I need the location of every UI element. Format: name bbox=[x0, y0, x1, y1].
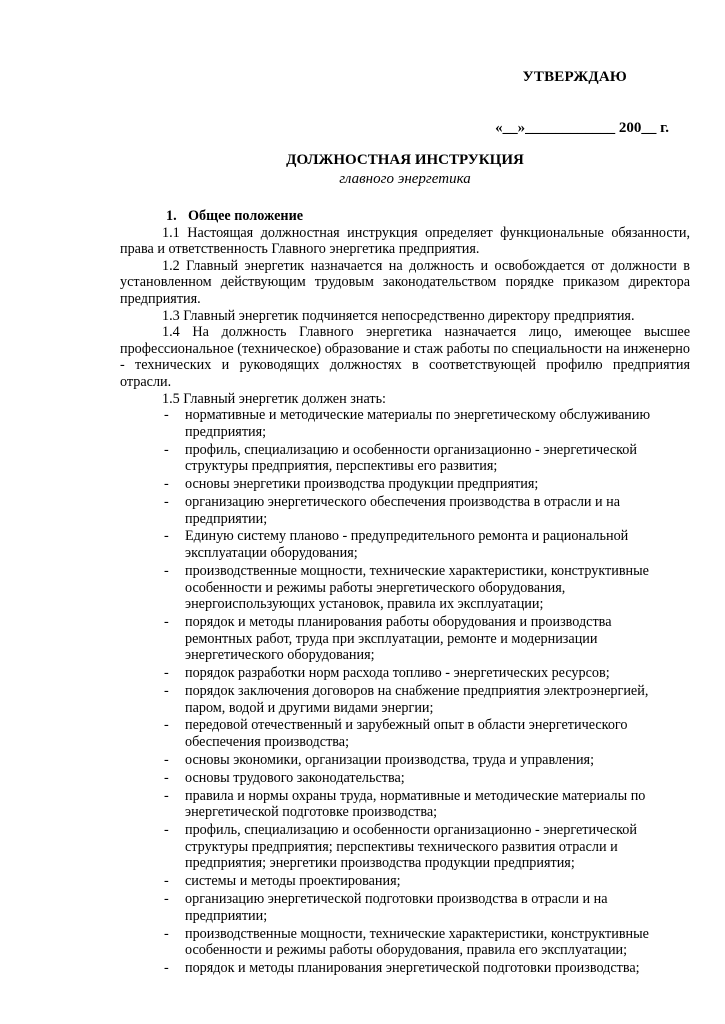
list-dash: - bbox=[164, 925, 169, 942]
list-dash: - bbox=[164, 683, 169, 699]
list-item bbox=[120, 407, 690, 440]
document-subtitle: главного энергетика bbox=[339, 171, 471, 187]
list-item bbox=[120, 891, 690, 924]
list-item-text: основы трудового законодательства; bbox=[185, 769, 405, 786]
knowledge-list bbox=[120, 407, 690, 977]
list-dash: - bbox=[164, 891, 169, 908]
paragraph-1-5: 1.5 Главный энергетик должен знать: bbox=[162, 390, 386, 407]
list-dash: - bbox=[164, 493, 169, 510]
list-item-text: передовой отечественный и зарубежный опыт в области энергетического обеспечения производства; bbox=[185, 717, 628, 751]
list-item bbox=[120, 476, 690, 493]
list-item-text: порядок заключения договоров на снабжение предприятия электроэнергией, паром, водой и другими видами энергии; bbox=[185, 683, 649, 716]
list-dash: - bbox=[164, 751, 169, 768]
list-item bbox=[120, 873, 690, 890]
list-dash: - bbox=[164, 562, 169, 579]
list-dash: - bbox=[164, 407, 169, 424]
list-item bbox=[120, 752, 690, 769]
list-item bbox=[120, 442, 690, 475]
list-item bbox=[120, 614, 690, 664]
list-item-text: организацию энергетической подготовки производства в отрасли и на предприятии; bbox=[185, 891, 608, 924]
document-title: ДОЛЖНОСТНАЯ ИНСТРУКЦИЯ bbox=[286, 152, 524, 168]
list-dash: - bbox=[164, 769, 169, 786]
list-item-text: профиль, специализацию и особенности организационно - энергетической структуры предприятия, перспективы его развития; bbox=[185, 441, 637, 475]
list-item bbox=[120, 717, 690, 750]
paragraph-1-3: 1.3 Главный энергетик подчиняется непосредственно директору предприятия. bbox=[162, 307, 635, 324]
list-item bbox=[120, 960, 690, 977]
list-dash: - bbox=[164, 614, 169, 631]
list-item-text: порядок и методы планирования энергетической подготовки производства; bbox=[185, 960, 640, 977]
list-item-text: правила и нормы охраны труда, нормативные и методические материалы по энергетической подготовке производства; bbox=[185, 787, 646, 821]
document-body bbox=[120, 208, 690, 978]
paragraph-1-4: 1.4 На должность Главного энергетика назначается лицо, имеющее высшее профессиональное (техническое) образование и стаж работы по специальности на инженерно - технических и руководящих должностях в соответствующей профилю предприятия отрасли. bbox=[120, 324, 690, 390]
list-item bbox=[120, 665, 690, 682]
list-dash: - bbox=[164, 873, 169, 890]
section-heading-text: Общее положение bbox=[188, 208, 304, 224]
list-item-text: порядок разработки норм расхода топливо - энергетических ресурсов; bbox=[185, 665, 610, 682]
list-item-text: порядок и методы планирования работы оборудования и производства ремонтных работ, труда при эксплуатации, ремонте и модернизации энергетического оборудования; bbox=[185, 614, 612, 664]
list-item-text: системы и методы проектирования; bbox=[185, 873, 401, 890]
list-dash: - bbox=[164, 528, 169, 545]
list-item bbox=[120, 683, 690, 716]
list-dash: - bbox=[164, 476, 169, 493]
list-item-text: производственные мощности, технические характеристики, конструктивные особенности и режимы работы энергетического оборудования, энергоиспользующих установок, правила их эксплуатации; bbox=[185, 562, 649, 613]
list-item-text: основы энергетики производства продукции предприятия; bbox=[185, 476, 539, 493]
section-number: 1. bbox=[166, 208, 177, 224]
section-heading bbox=[120, 208, 690, 225]
list-dash: - bbox=[164, 665, 169, 682]
list-item-text: нормативные и методические материалы по энергетическому обслуживанию предприятия; bbox=[185, 407, 651, 440]
list-dash: - bbox=[164, 787, 169, 804]
list-item bbox=[120, 528, 690, 561]
list-item bbox=[120, 926, 690, 959]
list-item bbox=[120, 494, 690, 527]
list-item-text: производственные мощности, технические характеристики, конструктивные особенности и режимы работы оборудования, правила его эксплуатации; bbox=[185, 925, 649, 959]
list-dash: - bbox=[164, 717, 169, 734]
list-item bbox=[120, 788, 690, 821]
list-item bbox=[120, 770, 690, 787]
approval-stamp-label: УТВЕРЖДАЮ bbox=[522, 69, 627, 85]
list-item-text: основы экономики, организации производства, труда и управления; bbox=[185, 751, 595, 768]
list-item bbox=[120, 822, 690, 872]
paragraph-1-2: 1.2 Главный энергетик назначается на должность и освобождается от должности в установленном действующим трудовым законодательством порядке приказом директора предприятия. bbox=[120, 257, 690, 307]
list-dash: - bbox=[164, 960, 169, 977]
list-item-text: организацию энергетического обеспечения производства в отрасли и на предприятии; bbox=[185, 493, 621, 527]
paragraph-1-1: 1.1 Настоящая должностная инструкция определяет функциональные обязанности, права и ответственность Главного энергетика предприятия. bbox=[120, 224, 690, 258]
list-dash: - bbox=[164, 441, 169, 458]
list-item-text: Единую систему планово - предупредительного ремонта и рациональной эксплуатации оборудования; bbox=[185, 528, 629, 562]
list-dash: - bbox=[164, 822, 169, 839]
list-item-text: профиль, специализацию и особенности организационно - энергетической структуры предприятия; перспективы технического развития отрасли и предприятия; энергетики производства продукции предприятия; bbox=[185, 822, 637, 872]
approval-date-line: «__»____________ 200__ г. bbox=[495, 120, 669, 136]
list-item bbox=[120, 563, 690, 613]
